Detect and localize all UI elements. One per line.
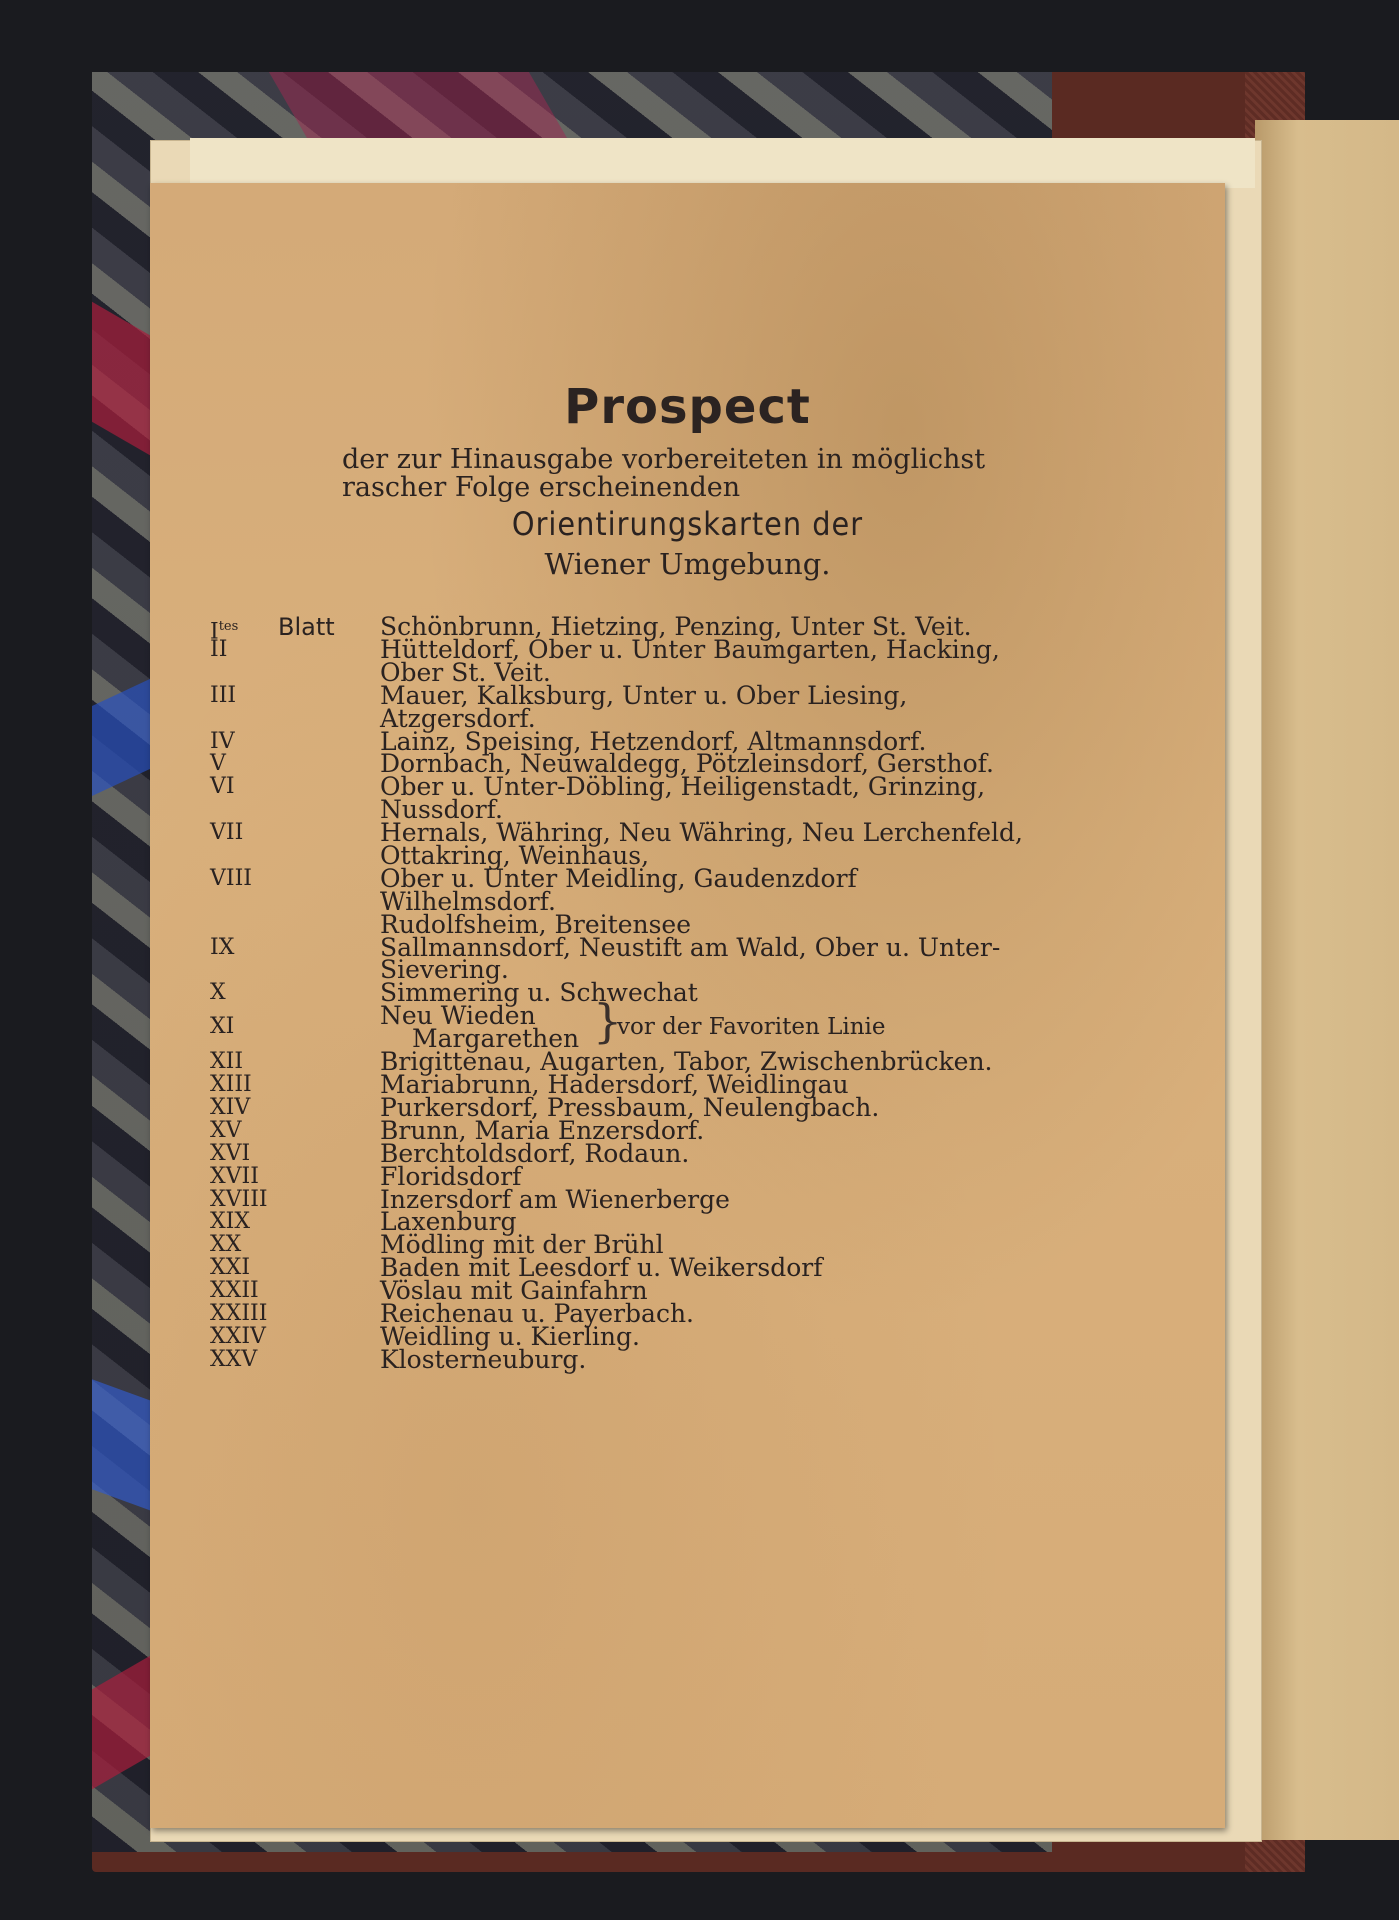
sheet-places: Klosterneuburg.: [380, 1344, 587, 1374]
sheet-number: XV: [210, 1117, 242, 1143]
facing-page: [1255, 120, 1399, 1840]
sheet-number: IX: [210, 934, 235, 960]
subtitle-line-2: rascher Folge erscheinenden: [342, 472, 741, 503]
sheet-entry: [150, 994, 1225, 1054]
sheet-number: XXII: [210, 1278, 259, 1304]
sheet-number: III: [210, 682, 237, 708]
subtitle-line-1: der zur Hinausgabe vorbereiteten in möglichst: [342, 444, 986, 475]
sheet-places: Sievering.: [380, 955, 509, 985]
sheet-places: Purkersdorf, Pressbaum, Neulengbach.: [380, 1092, 880, 1122]
sheet-entry: [150, 772, 1225, 825]
sheet-places: Dornbach, Neuwaldegg, Pötzleinsdorf, Gersthof.: [380, 749, 994, 779]
sheet-places: Baden mit Leesdorf u. Weikersdorf: [380, 1253, 823, 1283]
sheet-number: VII: [210, 820, 244, 846]
sheet-places: Mauer, Kalksburg, Unter u. Ober Liesing,: [380, 680, 908, 710]
sheet-places: Vöslau mit Gainfahrn: [380, 1276, 648, 1306]
brace-symbol: }: [593, 994, 623, 1049]
heading-sub: Wiener Umgebung.: [544, 547, 831, 581]
sheet-places: Hernals, Währing, Neu Währing, Neu Lerchenfeld,: [380, 818, 1023, 848]
sheet-entry: [150, 818, 1225, 870]
sheet-entry: [150, 680, 1225, 733]
sheet-places: Nussdorf.: [380, 795, 503, 825]
sheet-places: Reichenau u. Payerbach.: [380, 1299, 694, 1328]
sheet-number: XXIV: [210, 1323, 266, 1349]
sheet-places: Berchtoldsdorf, Rodaun.: [380, 1138, 690, 1168]
sheet-places: Hütteldorf, Ober u. Unter Baumgarten, Hacking,: [380, 634, 1000, 664]
sheet-number: XXIII: [210, 1301, 268, 1326]
sheet-places: Laxenburg: [380, 1207, 517, 1237]
sheet-places: Sallmannsdorf, Neustift am Wald, Ober u. Unter-: [380, 932, 1001, 962]
prospect-page: [150, 183, 1225, 1828]
sheet-number: VIII: [210, 865, 252, 891]
sheet-number: X: [210, 980, 226, 1006]
sheet-places: Rudolfsheim, Breitensee: [380, 909, 692, 939]
sheet-number: VI: [210, 774, 235, 800]
sheet-places: Wilhelmsdorf.: [380, 886, 556, 916]
sheet-places: Neu Wieden: [380, 1001, 536, 1031]
blatt-label: Blatt: [278, 613, 335, 641]
sheet-entry: [150, 634, 1225, 687]
sheet-places: Simmering u. Schwechat: [380, 978, 698, 1008]
sheet-number: XIII: [210, 1072, 252, 1097]
sheet-entry: [150, 863, 1225, 939]
sheet-places: Lainz, Speising, Hetzendorf, Altmannsdorf.: [380, 726, 927, 756]
sheet-number: XII: [210, 1049, 244, 1075]
sheet-places: Brigittenau, Augarten, Tabor, Zwischenbrücken.: [380, 1047, 993, 1077]
sheet-entry: [150, 932, 1225, 985]
marble-streak: [92, 1655, 152, 1790]
sheet-number-numeral: I: [210, 619, 219, 645]
heading: Orientirungskarten der: [511, 505, 864, 543]
page-title: Prospect: [564, 379, 811, 435]
sheet-number: XX: [210, 1232, 242, 1258]
sheet-places: Ober St. Veit.: [380, 657, 551, 687]
sheet-places: Atzgersdorf.: [380, 703, 536, 733]
sheet-places: Schönbrunn, Hietzing, Penzing, Unter St. Veit.: [380, 612, 972, 641]
sheet-number: XIV: [210, 1094, 251, 1120]
sheet-number: XVI: [210, 1140, 251, 1166]
endpaper-edge: [190, 138, 1255, 188]
sheet-number: XXI: [210, 1255, 251, 1281]
sheet-places: Mariabrunn, Hadersdorf, Weidlingau: [380, 1070, 849, 1099]
sheet-number: XVIII: [210, 1186, 268, 1212]
sheet-places: Weidling u. Kierling.: [380, 1321, 640, 1351]
sheet-number: V: [210, 751, 226, 777]
sheet-places: Ober u. Unter-Döbling, Heiligenstadt, Grinzing,: [380, 772, 986, 802]
brace-note: vor der Favoriten Linie: [617, 1014, 886, 1041]
sheet-number: IV: [210, 728, 235, 754]
sheet-places: Floridsdorf: [380, 1161, 522, 1191]
sheet-number: XVII: [210, 1163, 259, 1189]
sheet-number: II: [210, 636, 228, 662]
marble-streak: [92, 678, 152, 796]
sheet-places: Brunn, Maria Enzersdorf.: [380, 1115, 705, 1145]
sheet-places: Margarethen: [412, 1024, 580, 1054]
sheet-places: Ottakring, Weinhaus,: [380, 840, 650, 870]
sheet-number-suffix: tes: [218, 619, 239, 634]
sheet-places: Inzersdorf am Wienerberge: [380, 1184, 730, 1214]
sheet-places: Ober u. Unter Meidling, Gaudenzdorf: [380, 863, 857, 893]
sheet-entry: [150, 1346, 1225, 1374]
sheet-number: XI: [210, 1014, 235, 1040]
sheet-places: Mödling mit der Brühl: [380, 1230, 664, 1260]
sheet-number: XIX: [210, 1209, 251, 1235]
sheet-number: XXV: [210, 1346, 258, 1372]
